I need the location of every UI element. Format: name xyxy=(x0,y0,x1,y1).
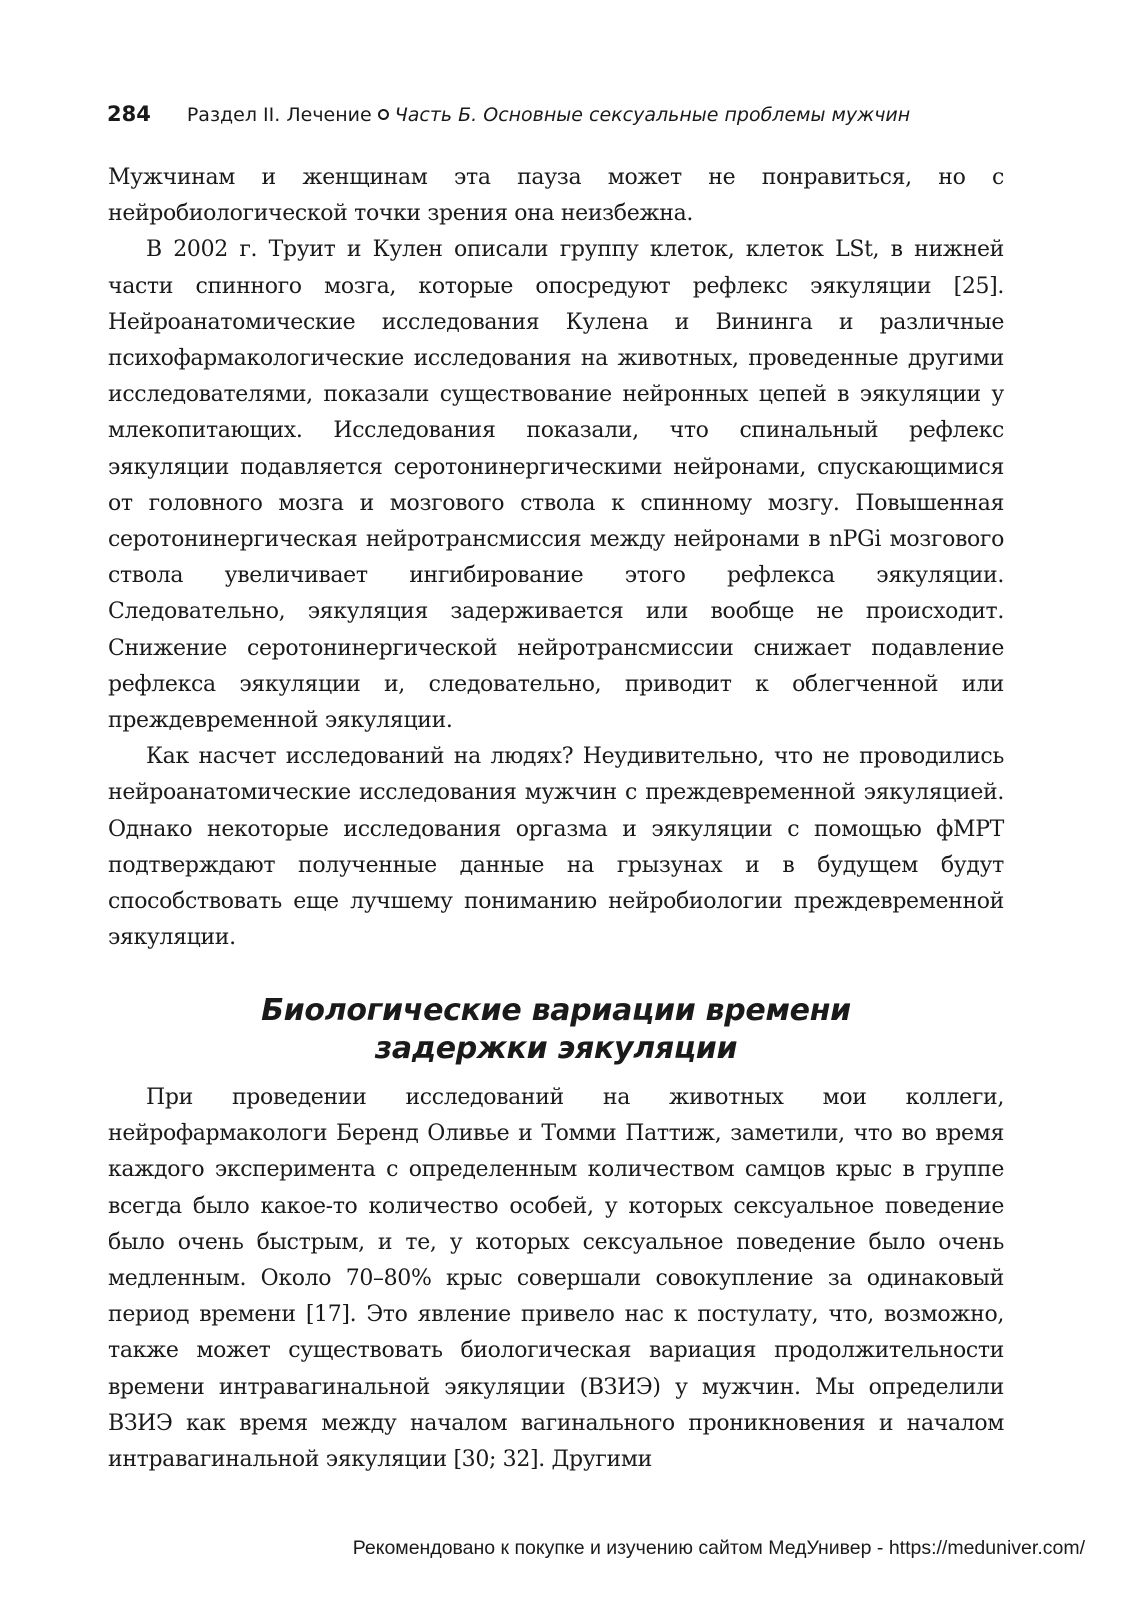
body-text-upper xyxy=(108,160,1004,956)
page-number: 284 xyxy=(107,102,151,126)
bullet-separator-icon xyxy=(378,109,389,120)
paragraph-continuation: Мужчинам и женщинам эта пауза может не понравиться, но с нейробиологической точки зрения она неизбежна. xyxy=(108,165,1004,227)
part-title: Часть Б. Основные сексуальные проблемы мужчин xyxy=(394,104,911,126)
section-heading-line-2: задержки эякуляции xyxy=(374,1031,738,1066)
section-title: Раздел II. Лечение xyxy=(186,104,372,126)
paragraph-ielt: При проведении исследований на животных мои коллеги, нейрофармакологи Беренд Оливье и Томми Паттиж, заметили, что во время каждого эксперимента с определенным количеством самцов крыс в группе всегда было какое-то количество особей, у которых сексуальное поведение было очень быстрым, и те, у которых сексуальное поведение было очень медленным. Около 70–80% крыс совершали совокупление за одинаковый период времени [17]. Это явление привело нас к постулату, что, возможно, также может существовать биологическая вариация продолжительности времени интравагинальной эякуляции (ВЗИЭ) у мужчин. Мы определили ВЗИЭ как время между началом вагинального проникновения и началом интравагинальной эякуляции [30; 32]. Другими xyxy=(108,1085,1004,1473)
paragraph-human-studies: Как насчет исследований на людях? Неудивительно, что не проводились нейроанатомические исследования мужчин с преждевременной эякуляцией. Однако некоторые исследования оргазма и эякуляции с помощью фМРТ подтверждают полученные данные на грызунах и в будущем будут способствовать еще лучшему пониманию нейробиологии преждевременной эякуляции. xyxy=(108,744,1004,951)
running-head xyxy=(107,100,1007,129)
body-text-lower xyxy=(108,1080,1004,1478)
paragraph-neuroanatomy: В 2002 г. Труит и Кулен описали группу клеток, клеток LSt, в нижней части спинного мозга, которые опосредуют рефлекс эякуляции [25]. Нейроанатомические исследования Кулена и Вининга и различные психофармакологические исследования на животных, проведенные другими исследователями, показали существование нейронных цепей в эякуляции у млекопитающих. Исследования показали, что спинальный рефлекс эякуляции подавляется серотонинергическими нейронами, спускающимися от головного мозга и мозгового ствола к спинному мозгу. Повышенная серотонинергическая нейротрансмиссия между нейронами в nPGi мозгового ствола увеличивает ингибирование этого рефлекса эякуляции. Следовательно, эякуляция задерживается или вообще не происходит. Снижение серотонинергической нейротрансмиссии снижает подавление рефлекса эякуляции и, следовательно, приводит к облегченной или преждевременной эякуляции. xyxy=(108,237,1004,734)
section-heading xyxy=(108,992,1004,1068)
footer-watermark: Рекомендовано к покупке и изучению сайтом МедУнивер - https://meduniver.com/ xyxy=(352,1537,1085,1559)
section-heading-line-1: Биологические вариации времени xyxy=(261,993,851,1028)
